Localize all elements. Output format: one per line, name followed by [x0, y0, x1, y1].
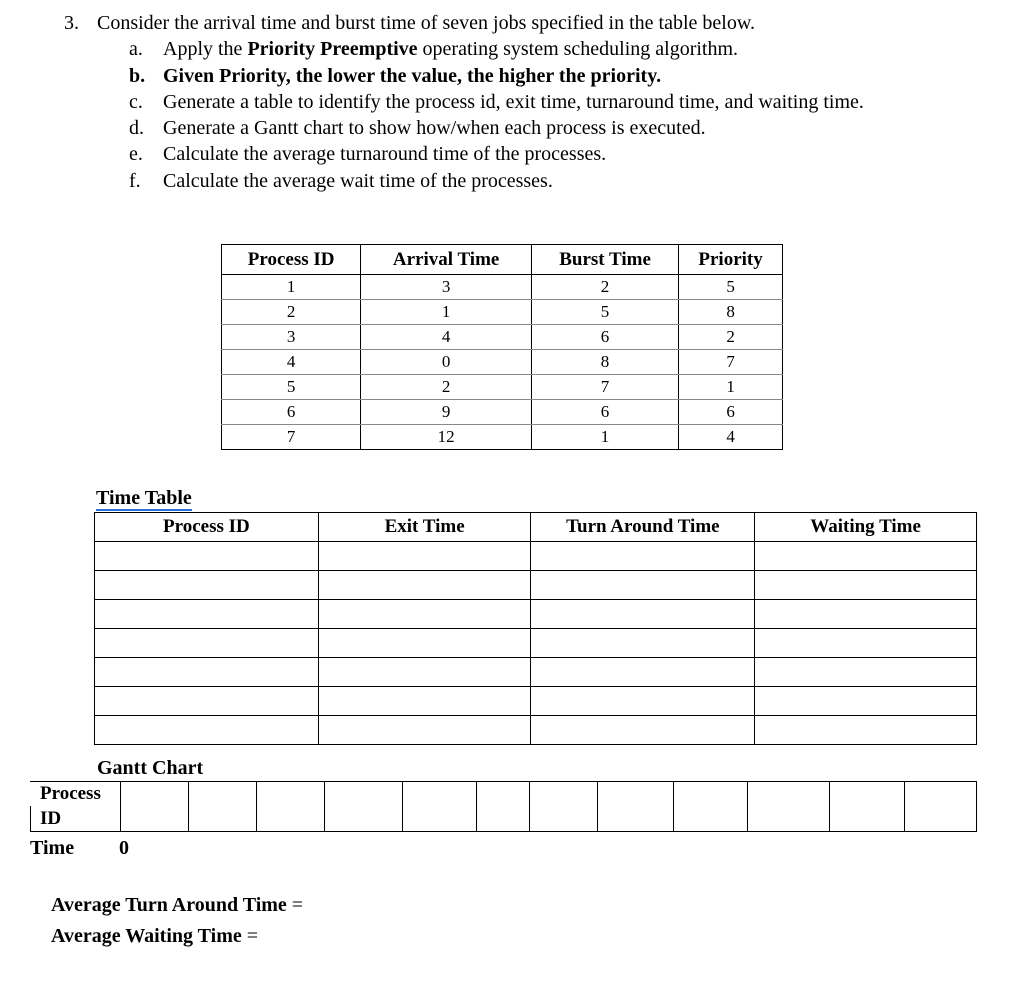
item-c-text: Generate a table to identify the process id, exit time, turnaround time, and waiting time.: [163, 91, 864, 113]
empty-cell[interactable]: [95, 600, 319, 629]
empty-cell[interactable]: [95, 716, 319, 745]
empty-cell[interactable]: [95, 687, 319, 716]
tt-header-turnaround-time: Turn Around Time: [531, 513, 755, 542]
gantt-label-bottom-line: [30, 831, 120, 832]
empty-cell[interactable]: [318, 658, 531, 687]
gantt-label-top-line: [30, 781, 120, 782]
empty-cell[interactable]: [95, 571, 319, 600]
item-e: [129, 141, 606, 167]
item-d-label: d.: [129, 117, 144, 139]
cell: 1: [531, 425, 678, 450]
cell: 5: [679, 275, 783, 300]
jobs-header-process-id: Process ID: [222, 245, 361, 275]
table-row: [95, 687, 977, 716]
cell: 2: [679, 325, 783, 350]
jobs-table-header-row: [222, 245, 783, 275]
cell: 3: [361, 275, 532, 300]
gantt-cell[interactable]: [905, 782, 976, 831]
empty-cell[interactable]: [531, 687, 755, 716]
item-f-label: f.: [129, 170, 141, 192]
average-turnaround-equals: =: [291, 894, 304, 916]
empty-cell[interactable]: [318, 629, 531, 658]
gantt-cell[interactable]: [530, 782, 598, 831]
cell: 7: [679, 350, 783, 375]
question-number: 3.: [64, 12, 79, 34]
table-row: [222, 425, 783, 450]
cell: 3: [222, 325, 361, 350]
cell: 6: [531, 325, 678, 350]
cell: 7: [531, 375, 678, 400]
cell: 1: [679, 375, 783, 400]
gantt-label-line2: ID: [40, 808, 62, 829]
empty-cell[interactable]: [755, 600, 977, 629]
gantt-cell[interactable]: [257, 782, 325, 831]
table-row: [222, 275, 783, 300]
item-c: [129, 89, 864, 115]
gantt-label-left-line: [30, 806, 31, 831]
gantt-cell[interactable]: [403, 782, 477, 831]
average-turnaround: [51, 894, 303, 917]
table-row: [95, 542, 977, 571]
empty-cell[interactable]: [755, 687, 977, 716]
cell: 12: [361, 425, 532, 450]
jobs-header-priority: Priority: [679, 245, 783, 275]
gantt-cell[interactable]: [674, 782, 748, 831]
item-a: [129, 36, 738, 62]
empty-cell[interactable]: [318, 542, 531, 571]
cell: 6: [531, 400, 678, 425]
cell: 7: [222, 425, 361, 450]
jobs-header-arrival-time: Arrival Time: [361, 245, 532, 275]
cell: 4: [679, 425, 783, 450]
cell: 6: [679, 400, 783, 425]
time-table-title: Time Table: [96, 487, 192, 509]
table-row: [95, 629, 977, 658]
average-waiting-label: Average Waiting Time: [51, 925, 242, 947]
item-e-text: Calculate the average turnaround time of the processes.: [163, 143, 607, 165]
table-row: [95, 658, 977, 687]
tt-header-process-id: Process ID: [95, 513, 319, 542]
cell: 5: [222, 375, 361, 400]
cell: 1: [361, 300, 532, 325]
gantt-cell[interactable]: [477, 782, 530, 831]
empty-cell[interactable]: [755, 716, 977, 745]
item-e-label: e.: [129, 143, 143, 165]
empty-cell[interactable]: [755, 658, 977, 687]
average-waiting: [51, 925, 258, 948]
item-c-label: c.: [129, 91, 143, 113]
jobs-header-burst-time: Burst Time: [531, 245, 678, 275]
item-a-text-plain: Apply the: [163, 38, 248, 60]
average-waiting-equals: =: [246, 925, 259, 947]
time-table: [94, 512, 977, 745]
empty-cell[interactable]: [531, 571, 755, 600]
item-a-text-bold: Priority Preemptive: [247, 38, 418, 60]
gantt-cell[interactable]: [598, 782, 674, 831]
empty-cell[interactable]: [531, 629, 755, 658]
gantt-cell[interactable]: [748, 782, 830, 831]
empty-cell[interactable]: [318, 687, 531, 716]
empty-cell[interactable]: [531, 658, 755, 687]
empty-cell[interactable]: [531, 600, 755, 629]
question-heading: Consider the arrival time and burst time of seven jobs specified in the table below.: [97, 12, 755, 34]
table-row: [222, 375, 783, 400]
gantt-process-id-label: [30, 781, 121, 831]
empty-cell[interactable]: [318, 716, 531, 745]
empty-cell[interactable]: [531, 716, 755, 745]
item-f-text: Calculate the average wait time of the processes.: [163, 170, 553, 192]
item-f: [129, 168, 553, 194]
empty-cell[interactable]: [95, 658, 319, 687]
gantt-cell[interactable]: [830, 782, 905, 831]
empty-cell[interactable]: [95, 629, 319, 658]
item-a-label: a.: [129, 38, 143, 60]
tt-header-exit-time: Exit Time: [318, 513, 531, 542]
item-d-text: Generate a Gantt chart to show how/when each process is executed.: [163, 117, 706, 139]
cell: 4: [361, 325, 532, 350]
table-row: [222, 400, 783, 425]
table-row: [222, 300, 783, 325]
tt-header-waiting-time: Waiting Time: [755, 513, 977, 542]
empty-cell[interactable]: [755, 542, 977, 571]
empty-cell[interactable]: [318, 571, 531, 600]
cell: 2: [222, 300, 361, 325]
gantt-time-label: Time: [30, 837, 75, 859]
gantt-time-start: 0: [119, 837, 129, 859]
cell: 2: [361, 375, 532, 400]
average-turnaround-label: Average Turn Around Time: [51, 894, 287, 916]
table-row: [95, 600, 977, 629]
empty-cell[interactable]: [755, 629, 977, 658]
table-row: [222, 325, 783, 350]
gantt-cell[interactable]: [325, 782, 403, 831]
cell: 1: [222, 275, 361, 300]
cell: 5: [531, 300, 678, 325]
cell: 0: [361, 350, 532, 375]
cell: 8: [531, 350, 678, 375]
time-table-header-row: [95, 513, 977, 542]
table-row: [95, 571, 977, 600]
cell: 9: [361, 400, 532, 425]
empty-cell[interactable]: [531, 542, 755, 571]
table-row: [222, 350, 783, 375]
jobs-table: [221, 244, 783, 450]
empty-cell[interactable]: [755, 571, 977, 600]
cell: 8: [679, 300, 783, 325]
gantt-label-line1: Process: [40, 783, 101, 804]
cell: 6: [222, 400, 361, 425]
item-b-label: b.: [129, 65, 146, 87]
cell: 4: [222, 350, 361, 375]
cell: 2: [531, 275, 678, 300]
gantt-chart-row: [120, 781, 977, 832]
gantt-title: Gantt Chart: [97, 757, 204, 779]
empty-cell[interactable]: [95, 542, 319, 571]
empty-cell[interactable]: [318, 600, 531, 629]
gantt-cell[interactable]: [189, 782, 257, 831]
item-a-text-after: operating system scheduling algorithm.: [417, 38, 739, 60]
item-b: [129, 63, 661, 89]
gantt-cell[interactable]: [121, 782, 189, 831]
item-b-text: Given Priority, the lower the value, the higher the priority.: [163, 65, 662, 87]
table-row: [95, 716, 977, 745]
item-d: [129, 115, 706, 141]
